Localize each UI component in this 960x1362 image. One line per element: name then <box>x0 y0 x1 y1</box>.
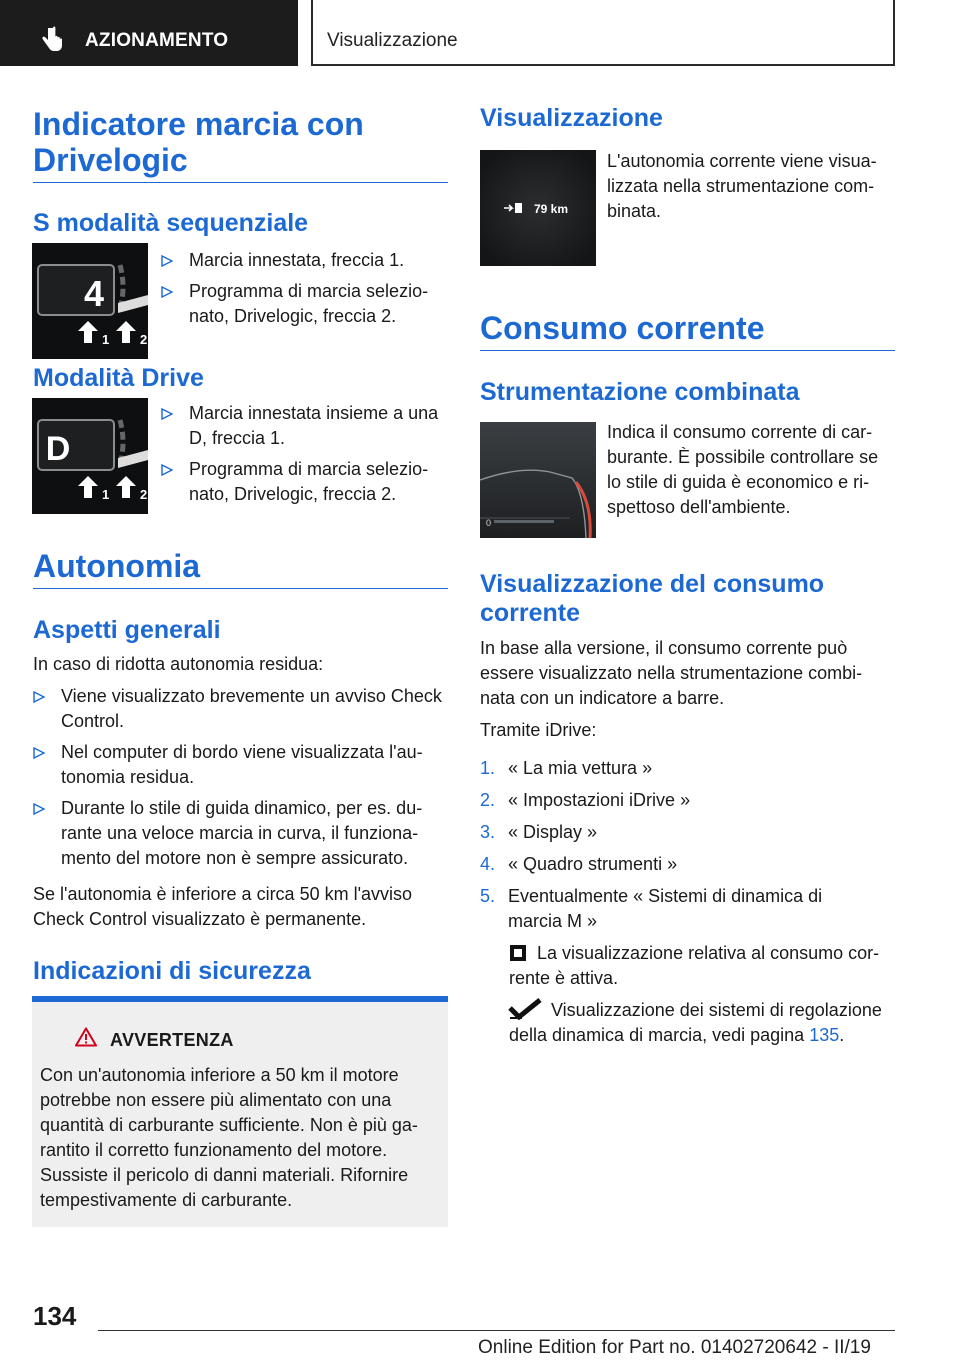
heading-aspetti-generali: Aspetti generali <box>33 616 221 644</box>
autonomia-bullets <box>33 684 448 877</box>
page-number: 134 <box>33 1301 77 1331</box>
list-item: Nel computer di bordo viene visualizzata l'au-tonomia residua. <box>33 740 448 790</box>
title-rule <box>33 182 448 183</box>
list-item: Viene visualizzato brevemente un avviso Check Control. <box>33 684 448 734</box>
header-topic-box <box>311 0 895 66</box>
heading-indicazioni-sicurezza: Indicazioni di sicurezza <box>33 957 311 985</box>
list-item: Durante lo stile di guida dinamico, per es. du-rante una veloce marcia in curva, il funziona-mento del motore non è sempre assicurato. <box>33 796 448 871</box>
triangle-bullet-icon <box>161 286 173 298</box>
heading-visualizzazione-consumo: Visualizzazione del consumo corrente <box>480 570 825 627</box>
svg-text:1: 1 <box>102 487 110 502</box>
visualizzazione-text: L'autonomia corrente viene visua-lizzata nella strumentazione com-binata. <box>607 151 877 221</box>
triangle-bullet-icon <box>33 803 45 815</box>
heading-visualizzazione: Visualizzazione <box>480 104 663 132</box>
list-item: Programma di marcia selezio-nato, Drivelogic, freccia 2. <box>161 457 446 507</box>
header-section-tab <box>0 0 298 66</box>
idrive-label: Tramite iDrive: <box>480 720 597 740</box>
range-display-image <box>480 150 596 266</box>
triangle-bullet-icon <box>161 464 173 476</box>
footer-edition-text: Online Edition for Part no. 01402720642 - II/19 <box>478 1337 871 1358</box>
warning-triangle-icon <box>75 1027 97 1047</box>
triangle-bullet-icon <box>161 255 173 267</box>
heading-modalita-drive: Modalità Drive <box>33 364 204 392</box>
warning-box <box>32 996 448 1227</box>
title-autonomia: Autonomia <box>33 548 201 584</box>
gear-display-d-image <box>32 398 148 514</box>
autonomia-note: Se l'autonomia è inferiore a circa 50 km l'avviso Check Control visualizzato è permanente. <box>33 884 413 929</box>
consumo-intro-text: In base alla versione, il consumo corrente può essere visualizzato nella strumentazione combi-nata con un indicatore a barre. <box>480 638 863 708</box>
list-item: Marcia innestata insieme a una D, freccia 1. <box>161 401 446 451</box>
autonomia-intro: In caso di ridotta autonomia residua: <box>33 654 324 674</box>
list-item: 4. « Quadro strumenti » <box>480 854 678 874</box>
title-rule <box>33 588 448 589</box>
list-item: 1. « La mia vettura » <box>480 758 653 778</box>
hand-pointer-icon <box>40 26 64 54</box>
heading-strumentazione-combinata: Strumentazione combinata <box>480 378 800 406</box>
heading-s-modalita: S modalità sequenziale <box>33 209 309 237</box>
header-section-label: AZIONAMENTO <box>85 30 229 51</box>
triangle-bullet-icon <box>33 747 45 759</box>
idrive-steps <box>480 756 895 941</box>
warning-body: Con un'autonomia inferiore a 50 km il motore potrebbe non essere più alimentato con una quantità di carburante sufficiente. Non è più ga-rantito il corretto funzionamento del motore. Sussiste il pericolo di danni materiali. Rifornire tempestivamente di carburante. <box>40 1065 418 1210</box>
s-mode-bullets <box>161 248 446 335</box>
strumentazione-text: Indica il consumo corrente di car-burante. È possibile controllare se lo stile di guida è economico e ri-spettoso dell'ambiente. <box>607 422 879 517</box>
title-indicatore-marcia: Indicatore marcia con Drivelogic <box>33 106 364 178</box>
drive-mode-bullets <box>161 401 446 513</box>
checkbox-description: La visualizzazione relativa al consumo cor-rente è attiva. <box>509 943 880 988</box>
checkmark-icon <box>508 998 542 1020</box>
title-consumo-corrente: Consumo corrente <box>480 310 765 346</box>
svg-text:2: 2 <box>140 332 148 347</box>
page-reference-link[interactable]: 135 <box>809 1025 840 1045</box>
header-topic-label: Visualizzazione <box>327 30 458 51</box>
gear-number: 4 <box>83 273 105 314</box>
list-item: Marcia innestata, freccia 1. <box>161 248 446 273</box>
triangle-bullet-icon <box>33 691 45 703</box>
gear-letter: D <box>45 430 71 468</box>
svg-text:2: 2 <box>140 487 148 502</box>
list-item: 5. Eventualmente « Sistemi di dinamica di marcia M » <box>480 886 823 931</box>
list-item: Programma di marcia selezio-nato, Drivelogic, freccia 2. <box>161 279 446 329</box>
instrument-cluster-image <box>480 422 596 538</box>
range-value: 79 km <box>534 202 569 216</box>
list-item: 2. « Impostazioni iDrive » <box>480 790 691 810</box>
gear-display-s-image <box>32 243 148 359</box>
list-item: 3. « Display » <box>480 822 598 842</box>
svg-text:1: 1 <box>102 332 110 347</box>
gauge-zero-label: 0 <box>486 518 492 528</box>
check-description: Visualizzazione dei sistemi di regolazione della dinamica di marcia, vedi pagina 135. <box>509 1000 882 1045</box>
triangle-bullet-icon <box>161 408 173 420</box>
title-rule <box>480 350 895 351</box>
checkbox-checked-icon <box>509 944 527 962</box>
warning-title: AVVERTENZA <box>110 1030 234 1050</box>
footer-rule <box>98 1330 895 1331</box>
